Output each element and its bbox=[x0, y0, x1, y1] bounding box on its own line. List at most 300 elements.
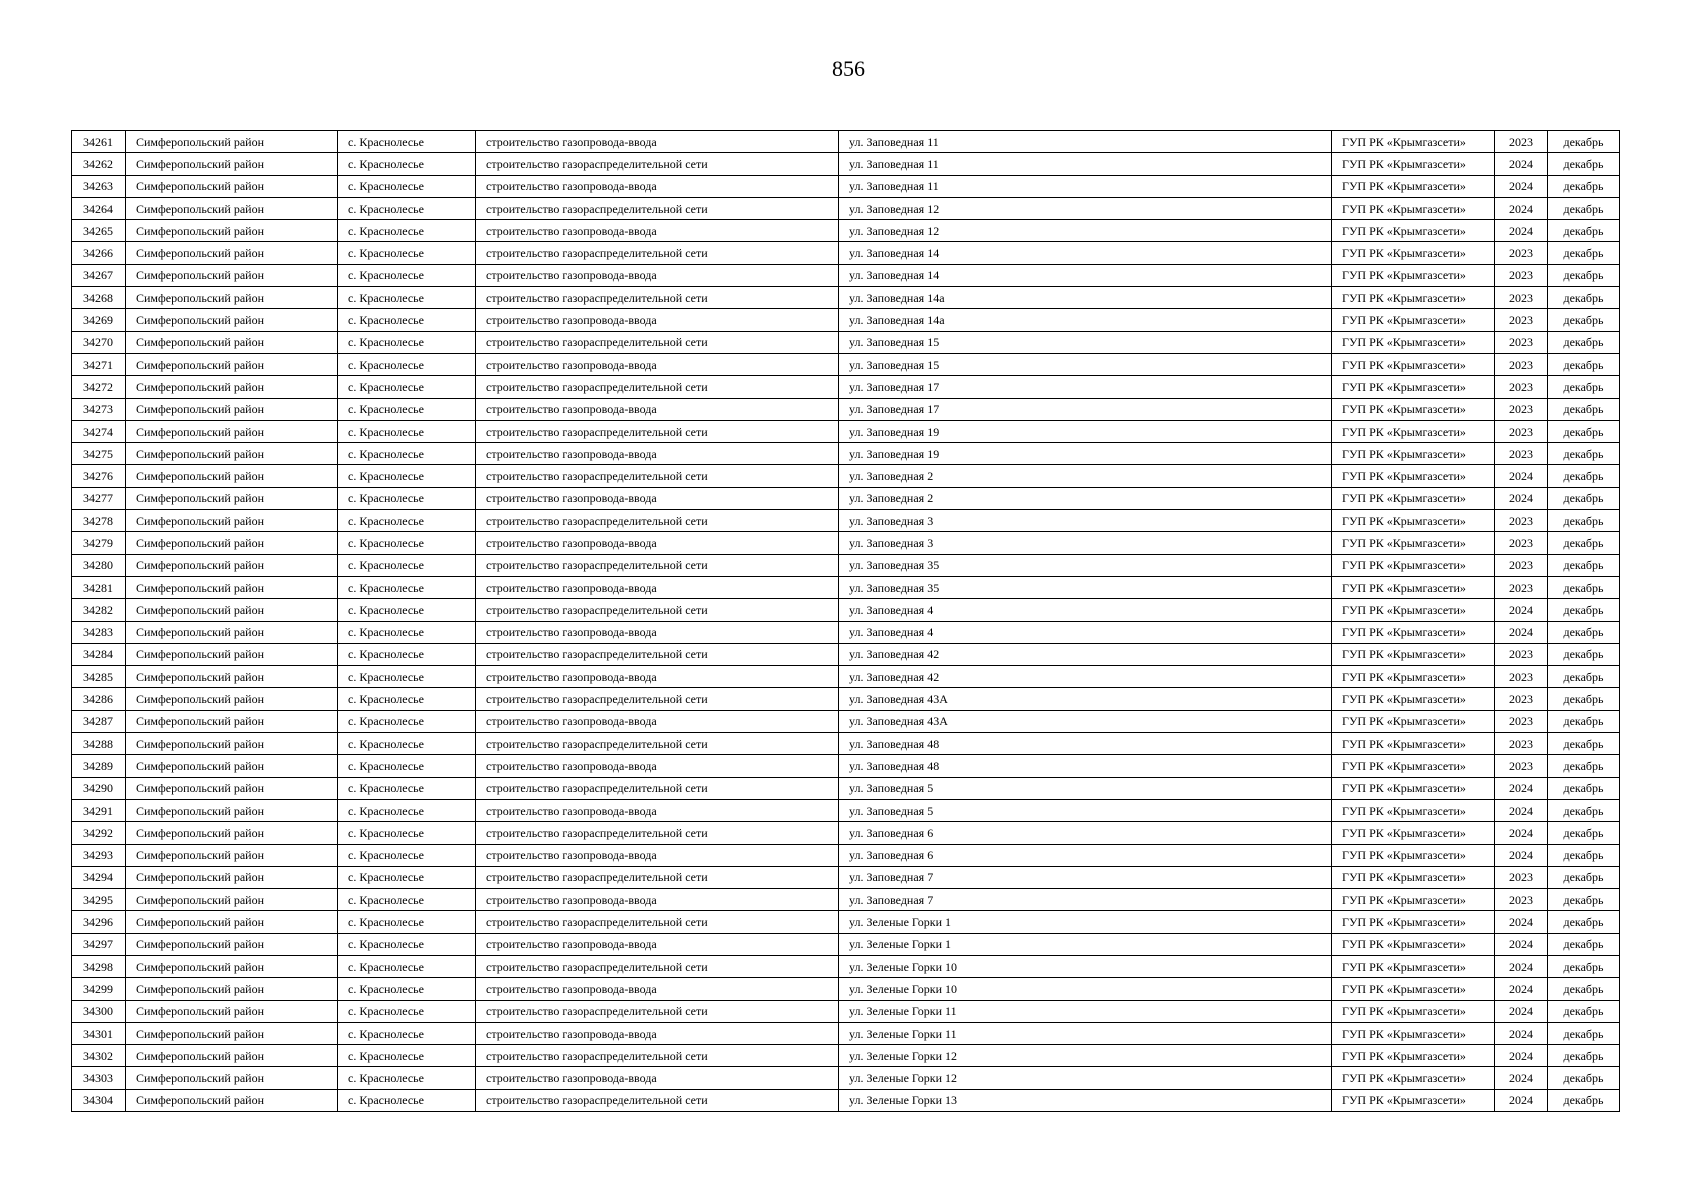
work-type-cell: строительство газораспределительной сети bbox=[476, 866, 839, 888]
district-cell: Симферопольский район bbox=[126, 1089, 338, 1111]
address-cell: ул. Заповедная 19 bbox=[839, 443, 1332, 465]
district-cell: Симферопольский район bbox=[126, 799, 338, 821]
organization-cell: ГУП РК «Крымгазсети» bbox=[1332, 532, 1495, 554]
row-id: 34278 bbox=[72, 510, 126, 532]
settlement-cell: с. Краснолесье bbox=[338, 933, 476, 955]
settlement-cell: с. Краснолесье bbox=[338, 1000, 476, 1022]
settlement-cell: с. Краснолесье bbox=[338, 242, 476, 264]
settlement-cell: с. Краснолесье bbox=[338, 376, 476, 398]
work-type-cell: строительство газораспределительной сети bbox=[476, 331, 839, 353]
organization-cell: ГУП РК «Крымгазсети» bbox=[1332, 978, 1495, 1000]
table-row bbox=[72, 933, 1620, 955]
settlement-cell: с. Краснолесье bbox=[338, 576, 476, 598]
month-cell: декабрь bbox=[1548, 1022, 1620, 1044]
row-id: 34268 bbox=[72, 287, 126, 309]
settlement-cell: с. Краснолесье bbox=[338, 1089, 476, 1111]
table-row bbox=[72, 911, 1620, 933]
year-cell: 2024 bbox=[1495, 1067, 1548, 1089]
table-row bbox=[72, 510, 1620, 532]
district-cell: Симферопольский район bbox=[126, 666, 338, 688]
month-cell: декабрь bbox=[1548, 621, 1620, 643]
district-cell: Симферопольский район bbox=[126, 710, 338, 732]
table-row bbox=[72, 666, 1620, 688]
settlement-cell: с. Краснолесье bbox=[338, 666, 476, 688]
month-cell: декабрь bbox=[1548, 175, 1620, 197]
year-cell: 2023 bbox=[1495, 643, 1548, 665]
settlement-cell: с. Краснолесье bbox=[338, 153, 476, 175]
organization-cell: ГУП РК «Крымгазсети» bbox=[1332, 777, 1495, 799]
district-cell: Симферопольский район bbox=[126, 131, 338, 153]
year-cell: 2024 bbox=[1495, 599, 1548, 621]
organization-cell: ГУП РК «Крымгазсети» bbox=[1332, 1045, 1495, 1067]
organization-cell: ГУП РК «Крымгазсети» bbox=[1332, 331, 1495, 353]
row-id: 34302 bbox=[72, 1045, 126, 1067]
address-cell: ул. Заповедная 15 bbox=[839, 331, 1332, 353]
address-cell: ул. Заповедная 35 bbox=[839, 576, 1332, 598]
organization-cell: ГУП РК «Крымгазсети» bbox=[1332, 1000, 1495, 1022]
month-cell: декабрь bbox=[1548, 287, 1620, 309]
organization-cell: ГУП РК «Крымгазсети» bbox=[1332, 733, 1495, 755]
month-cell: декабрь bbox=[1548, 710, 1620, 732]
table-row bbox=[72, 309, 1620, 331]
row-id: 34298 bbox=[72, 955, 126, 977]
settlement-cell: с. Краснолесье bbox=[338, 621, 476, 643]
address-cell: ул. Заповедная 48 bbox=[839, 733, 1332, 755]
address-cell: ул. Заповедная 4 bbox=[839, 621, 1332, 643]
year-cell: 2024 bbox=[1495, 621, 1548, 643]
row-id: 34274 bbox=[72, 420, 126, 442]
work-type-cell: строительство газопровода-ввода bbox=[476, 933, 839, 955]
organization-cell: ГУП РК «Крымгазсети» bbox=[1332, 666, 1495, 688]
district-cell: Симферопольский район bbox=[126, 153, 338, 175]
settlement-cell: с. Краснолесье bbox=[338, 599, 476, 621]
district-cell: Симферопольский район bbox=[126, 309, 338, 331]
year-cell: 2024 bbox=[1495, 1000, 1548, 1022]
row-id: 34301 bbox=[72, 1022, 126, 1044]
row-id: 34266 bbox=[72, 242, 126, 264]
address-cell: ул. Заповедная 43А bbox=[839, 710, 1332, 732]
month-cell: декабрь bbox=[1548, 799, 1620, 821]
organization-cell: ГУП РК «Крымгазсети» bbox=[1332, 911, 1495, 933]
organization-cell: ГУП РК «Крымгазсети» bbox=[1332, 443, 1495, 465]
month-cell: декабрь bbox=[1548, 844, 1620, 866]
table-row bbox=[72, 643, 1620, 665]
table-row bbox=[72, 889, 1620, 911]
district-cell: Симферопольский район bbox=[126, 510, 338, 532]
district-cell: Симферопольский район bbox=[126, 532, 338, 554]
district-cell: Симферопольский район bbox=[126, 1022, 338, 1044]
organization-cell: ГУП РК «Крымгазсети» bbox=[1332, 220, 1495, 242]
organization-cell: ГУП РК «Крымгазсети» bbox=[1332, 710, 1495, 732]
year-cell: 2023 bbox=[1495, 576, 1548, 598]
organization-cell: ГУП РК «Крымгазсети» bbox=[1332, 353, 1495, 375]
district-cell: Симферопольский район bbox=[126, 978, 338, 1000]
work-type-cell: строительство газопровода-ввода bbox=[476, 576, 839, 598]
settlement-cell: с. Краснолесье bbox=[338, 978, 476, 1000]
address-cell: ул. Заповедная 11 bbox=[839, 175, 1332, 197]
row-id: 34300 bbox=[72, 1000, 126, 1022]
year-cell: 2024 bbox=[1495, 933, 1548, 955]
month-cell: декабрь bbox=[1548, 264, 1620, 286]
district-cell: Симферопольский район bbox=[126, 643, 338, 665]
year-cell: 2023 bbox=[1495, 532, 1548, 554]
year-cell: 2023 bbox=[1495, 710, 1548, 732]
settlement-cell: с. Краснолесье bbox=[338, 554, 476, 576]
work-type-cell: строительство газораспределительной сети bbox=[476, 688, 839, 710]
work-type-cell: строительство газопровода-ввода bbox=[476, 443, 839, 465]
month-cell: декабрь bbox=[1548, 866, 1620, 888]
work-type-cell: строительство газораспределительной сети bbox=[476, 287, 839, 309]
address-cell: ул. Зеленые Горки 12 bbox=[839, 1045, 1332, 1067]
address-cell: ул. Зеленые Горки 11 bbox=[839, 1022, 1332, 1044]
table-row bbox=[72, 599, 1620, 621]
address-cell: ул. Заповедная 42 bbox=[839, 666, 1332, 688]
month-cell: декабрь bbox=[1548, 889, 1620, 911]
row-id: 34261 bbox=[72, 131, 126, 153]
year-cell: 2024 bbox=[1495, 911, 1548, 933]
year-cell: 2024 bbox=[1495, 487, 1548, 509]
district-cell: Симферопольский район bbox=[126, 955, 338, 977]
settlement-cell: с. Краснолесье bbox=[338, 822, 476, 844]
work-type-cell: строительство газораспределительной сети bbox=[476, 510, 839, 532]
row-id: 34271 bbox=[72, 353, 126, 375]
year-cell: 2024 bbox=[1495, 822, 1548, 844]
settlement-cell: с. Краснолесье bbox=[338, 465, 476, 487]
organization-cell: ГУП РК «Крымгазсети» bbox=[1332, 287, 1495, 309]
work-type-cell: строительство газораспределительной сети bbox=[476, 1045, 839, 1067]
month-cell: декабрь bbox=[1548, 420, 1620, 442]
address-cell: ул. Заповедная 15 bbox=[839, 353, 1332, 375]
table-row bbox=[72, 197, 1620, 219]
work-type-cell: строительство газопровода-ввода bbox=[476, 978, 839, 1000]
year-cell: 2023 bbox=[1495, 554, 1548, 576]
work-type-cell: строительство газопровода-ввода bbox=[476, 264, 839, 286]
organization-cell: ГУП РК «Крымгазсети» bbox=[1332, 576, 1495, 598]
month-cell: декабрь bbox=[1548, 733, 1620, 755]
table-row bbox=[72, 822, 1620, 844]
table-row bbox=[72, 621, 1620, 643]
work-type-cell: строительство газопровода-ввода bbox=[476, 799, 839, 821]
month-cell: декабрь bbox=[1548, 1089, 1620, 1111]
organization-cell: ГУП РК «Крымгазсети» bbox=[1332, 197, 1495, 219]
address-cell: ул. Зеленые Горки 12 bbox=[839, 1067, 1332, 1089]
address-cell: ул. Заповедная 5 bbox=[839, 777, 1332, 799]
table-row bbox=[72, 242, 1620, 264]
year-cell: 2023 bbox=[1495, 420, 1548, 442]
organization-cell: ГУП РК «Крымгазсети» bbox=[1332, 510, 1495, 532]
register-body bbox=[72, 131, 1620, 1112]
work-type-cell: строительство газопровода-ввода bbox=[476, 309, 839, 331]
row-id: 34284 bbox=[72, 643, 126, 665]
year-cell: 2023 bbox=[1495, 755, 1548, 777]
year-cell: 2024 bbox=[1495, 220, 1548, 242]
organization-cell: ГУП РК «Крымгазсети» bbox=[1332, 866, 1495, 888]
table-row bbox=[72, 376, 1620, 398]
address-cell: ул. Заповедная 17 bbox=[839, 376, 1332, 398]
address-cell: ул. Зеленые Горки 13 bbox=[839, 1089, 1332, 1111]
month-cell: декабрь bbox=[1548, 599, 1620, 621]
organization-cell: ГУП РК «Крымгазсети» bbox=[1332, 264, 1495, 286]
district-cell: Симферопольский район bbox=[126, 599, 338, 621]
district-cell: Симферопольский район bbox=[126, 487, 338, 509]
district-cell: Симферопольский район bbox=[126, 777, 338, 799]
year-cell: 2023 bbox=[1495, 287, 1548, 309]
year-cell: 2023 bbox=[1495, 131, 1548, 153]
district-cell: Симферопольский район bbox=[126, 331, 338, 353]
work-type-cell: строительство газораспределительной сети bbox=[476, 1000, 839, 1022]
year-cell: 2023 bbox=[1495, 688, 1548, 710]
table-row bbox=[72, 353, 1620, 375]
settlement-cell: с. Краснолесье bbox=[338, 510, 476, 532]
address-cell: ул. Зеленые Горки 10 bbox=[839, 978, 1332, 1000]
table-row bbox=[72, 398, 1620, 420]
year-cell: 2023 bbox=[1495, 331, 1548, 353]
month-cell: декабрь bbox=[1548, 1045, 1620, 1067]
month-cell: декабрь bbox=[1548, 822, 1620, 844]
organization-cell: ГУП РК «Крымгазсети» bbox=[1332, 822, 1495, 844]
row-id: 34299 bbox=[72, 978, 126, 1000]
row-id: 34281 bbox=[72, 576, 126, 598]
address-cell: ул. Заповедная 14 bbox=[839, 242, 1332, 264]
district-cell: Симферопольский район bbox=[126, 443, 338, 465]
organization-cell: ГУП РК «Крымгазсети» bbox=[1332, 933, 1495, 955]
table-row bbox=[72, 955, 1620, 977]
year-cell: 2023 bbox=[1495, 510, 1548, 532]
settlement-cell: с. Краснолесье bbox=[338, 777, 476, 799]
row-id: 34277 bbox=[72, 487, 126, 509]
year-cell: 2024 bbox=[1495, 175, 1548, 197]
row-id: 34296 bbox=[72, 911, 126, 933]
organization-cell: ГУП РК «Крымгазсети» bbox=[1332, 376, 1495, 398]
settlement-cell: с. Краснолесье bbox=[338, 487, 476, 509]
address-cell: ул. Заповедная 14а bbox=[839, 287, 1332, 309]
month-cell: декабрь bbox=[1548, 510, 1620, 532]
table-row bbox=[72, 487, 1620, 509]
table-row bbox=[72, 1045, 1620, 1067]
month-cell: декабрь bbox=[1548, 643, 1620, 665]
work-type-cell: строительство газораспределительной сети bbox=[476, 376, 839, 398]
table-row bbox=[72, 220, 1620, 242]
settlement-cell: с. Краснолесье bbox=[338, 532, 476, 554]
table-row bbox=[72, 532, 1620, 554]
row-id: 34280 bbox=[72, 554, 126, 576]
year-cell: 2023 bbox=[1495, 376, 1548, 398]
address-cell: ул. Заповедная 11 bbox=[839, 153, 1332, 175]
row-id: 34292 bbox=[72, 822, 126, 844]
month-cell: декабрь bbox=[1548, 755, 1620, 777]
settlement-cell: с. Краснолесье bbox=[338, 955, 476, 977]
work-type-cell: строительство газопровода-ввода bbox=[476, 131, 839, 153]
month-cell: декабрь bbox=[1548, 487, 1620, 509]
year-cell: 2024 bbox=[1495, 153, 1548, 175]
work-type-cell: строительство газопровода-ввода bbox=[476, 487, 839, 509]
work-type-cell: строительство газораспределительной сети bbox=[476, 733, 839, 755]
row-id: 34267 bbox=[72, 264, 126, 286]
settlement-cell: с. Краснолесье bbox=[338, 353, 476, 375]
district-cell: Симферопольский район bbox=[126, 844, 338, 866]
row-id: 34279 bbox=[72, 532, 126, 554]
settlement-cell: с. Краснолесье bbox=[338, 755, 476, 777]
district-cell: Симферопольский район bbox=[126, 1045, 338, 1067]
work-type-cell: строительство газораспределительной сети bbox=[476, 1089, 839, 1111]
settlement-cell: с. Краснолесье bbox=[338, 420, 476, 442]
work-type-cell: строительство газопровода-ввода bbox=[476, 175, 839, 197]
month-cell: декабрь bbox=[1548, 576, 1620, 598]
work-type-cell: строительство газопровода-ввода bbox=[476, 398, 839, 420]
work-type-cell: строительство газораспределительной сети bbox=[476, 822, 839, 844]
year-cell: 2023 bbox=[1495, 866, 1548, 888]
district-cell: Симферопольский район bbox=[126, 175, 338, 197]
settlement-cell: с. Краснолесье bbox=[338, 1022, 476, 1044]
table-row bbox=[72, 576, 1620, 598]
address-cell: ул. Заповедная 2 bbox=[839, 487, 1332, 509]
work-type-cell: строительство газораспределительной сети bbox=[476, 242, 839, 264]
organization-cell: ГУП РК «Крымгазсети» bbox=[1332, 955, 1495, 977]
district-cell: Симферопольский район bbox=[126, 1067, 338, 1089]
organization-cell: ГУП РК «Крымгазсети» bbox=[1332, 799, 1495, 821]
page-number: 856 bbox=[832, 56, 865, 81]
table-row bbox=[72, 1022, 1620, 1044]
month-cell: декабрь bbox=[1548, 1067, 1620, 1089]
month-cell: декабрь bbox=[1548, 220, 1620, 242]
settlement-cell: с. Краснолесье bbox=[338, 1067, 476, 1089]
row-id: 34272 bbox=[72, 376, 126, 398]
district-cell: Симферопольский район bbox=[126, 398, 338, 420]
row-id: 34288 bbox=[72, 733, 126, 755]
month-cell: декабрь bbox=[1548, 955, 1620, 977]
row-id: 34265 bbox=[72, 220, 126, 242]
row-id: 34285 bbox=[72, 666, 126, 688]
table-row bbox=[72, 777, 1620, 799]
table-row bbox=[72, 175, 1620, 197]
address-cell: ул. Заповедная 3 bbox=[839, 532, 1332, 554]
month-cell: декабрь bbox=[1548, 376, 1620, 398]
month-cell: декабрь bbox=[1548, 1000, 1620, 1022]
settlement-cell: с. Краснолесье bbox=[338, 889, 476, 911]
organization-cell: ГУП РК «Крымгазсети» bbox=[1332, 309, 1495, 331]
settlement-cell: с. Краснолесье bbox=[338, 264, 476, 286]
address-cell: ул. Зеленые Горки 1 bbox=[839, 933, 1332, 955]
address-cell: ул. Заповедная 2 bbox=[839, 465, 1332, 487]
month-cell: декабрь bbox=[1548, 688, 1620, 710]
settlement-cell: с. Краснолесье bbox=[338, 220, 476, 242]
settlement-cell: с. Краснолесье bbox=[338, 866, 476, 888]
month-cell: декабрь bbox=[1548, 554, 1620, 576]
work-type-cell: строительство газораспределительной сети bbox=[476, 955, 839, 977]
month-cell: декабрь bbox=[1548, 911, 1620, 933]
address-cell: ул. Заповедная 4 bbox=[839, 599, 1332, 621]
settlement-cell: с. Краснолесье bbox=[338, 688, 476, 710]
address-cell: ул. Зеленые Горки 10 bbox=[839, 955, 1332, 977]
settlement-cell: с. Краснолесье bbox=[338, 733, 476, 755]
organization-cell: ГУП РК «Крымгазсети» bbox=[1332, 621, 1495, 643]
work-type-cell: строительство газопровода-ввода bbox=[476, 710, 839, 732]
district-cell: Симферопольский район bbox=[126, 866, 338, 888]
settlement-cell: с. Краснолесье bbox=[338, 398, 476, 420]
work-type-cell: строительство газораспределительной сети bbox=[476, 420, 839, 442]
table-row bbox=[72, 420, 1620, 442]
year-cell: 2024 bbox=[1495, 1089, 1548, 1111]
row-id: 34270 bbox=[72, 331, 126, 353]
table-row bbox=[72, 755, 1620, 777]
row-id: 34303 bbox=[72, 1067, 126, 1089]
month-cell: декабрь bbox=[1548, 532, 1620, 554]
address-cell: ул. Заповедная 12 bbox=[839, 220, 1332, 242]
organization-cell: ГУП РК «Крымгазсети» bbox=[1332, 643, 1495, 665]
row-id: 34269 bbox=[72, 309, 126, 331]
settlement-cell: с. Краснолесье bbox=[338, 331, 476, 353]
work-type-cell: строительство газораспределительной сети bbox=[476, 465, 839, 487]
organization-cell: ГУП РК «Крымгазсети» bbox=[1332, 1022, 1495, 1044]
table-row bbox=[72, 866, 1620, 888]
address-cell: ул. Заповедная 19 bbox=[839, 420, 1332, 442]
year-cell: 2023 bbox=[1495, 264, 1548, 286]
district-cell: Симферопольский район bbox=[126, 576, 338, 598]
row-id: 34304 bbox=[72, 1089, 126, 1111]
month-cell: декабрь bbox=[1548, 933, 1620, 955]
district-cell: Симферопольский район bbox=[126, 376, 338, 398]
row-id: 34290 bbox=[72, 777, 126, 799]
work-type-cell: строительство газопровода-ввода bbox=[476, 621, 839, 643]
row-id: 34297 bbox=[72, 933, 126, 955]
row-id: 34293 bbox=[72, 844, 126, 866]
district-cell: Симферопольский район bbox=[126, 755, 338, 777]
table-row bbox=[72, 1067, 1620, 1089]
organization-cell: ГУП РК «Крымгазсети» bbox=[1332, 844, 1495, 866]
address-cell: ул. Заповедная 42 bbox=[839, 643, 1332, 665]
work-type-cell: строительство газопровода-ввода bbox=[476, 1067, 839, 1089]
address-cell: ул. Заповедная 14а bbox=[839, 309, 1332, 331]
year-cell: 2024 bbox=[1495, 465, 1548, 487]
row-id: 34275 bbox=[72, 443, 126, 465]
district-cell: Симферопольский район bbox=[126, 287, 338, 309]
table-row bbox=[72, 799, 1620, 821]
row-id: 34276 bbox=[72, 465, 126, 487]
address-cell: ул. Заповедная 11 bbox=[839, 131, 1332, 153]
address-cell: ул. Заповедная 3 bbox=[839, 510, 1332, 532]
table-row bbox=[72, 710, 1620, 732]
year-cell: 2023 bbox=[1495, 666, 1548, 688]
address-cell: ул. Зеленые Горки 1 bbox=[839, 911, 1332, 933]
organization-cell: ГУП РК «Крымгазсети» bbox=[1332, 1067, 1495, 1089]
organization-cell: ГУП РК «Крымгазсети» bbox=[1332, 465, 1495, 487]
table-row bbox=[72, 1000, 1620, 1022]
month-cell: декабрь bbox=[1548, 777, 1620, 799]
work-type-cell: строительство газопровода-ввода bbox=[476, 755, 839, 777]
organization-cell: ГУП РК «Крымгазсети» bbox=[1332, 487, 1495, 509]
district-cell: Симферопольский район bbox=[126, 822, 338, 844]
settlement-cell: с. Краснолесье bbox=[338, 911, 476, 933]
address-cell: ул. Заповедная 6 bbox=[839, 844, 1332, 866]
district-cell: Симферопольский район bbox=[126, 220, 338, 242]
work-type-cell: строительство газораспределительной сети bbox=[476, 777, 839, 799]
district-cell: Симферопольский район bbox=[126, 733, 338, 755]
organization-cell: ГУП РК «Крымгазсети» bbox=[1332, 1089, 1495, 1111]
work-type-cell: строительство газораспределительной сети bbox=[476, 643, 839, 665]
year-cell: 2023 bbox=[1495, 733, 1548, 755]
settlement-cell: с. Краснолесье bbox=[338, 643, 476, 665]
table-row bbox=[72, 465, 1620, 487]
month-cell: декабрь bbox=[1548, 443, 1620, 465]
organization-cell: ГУП РК «Крымгазсети» bbox=[1332, 420, 1495, 442]
table-row bbox=[72, 331, 1620, 353]
table-row bbox=[72, 688, 1620, 710]
work-type-cell: строительство газопровода-ввода bbox=[476, 889, 839, 911]
month-cell: декабрь bbox=[1548, 331, 1620, 353]
table-row bbox=[72, 131, 1620, 153]
year-cell: 2023 bbox=[1495, 443, 1548, 465]
row-id: 34295 bbox=[72, 889, 126, 911]
